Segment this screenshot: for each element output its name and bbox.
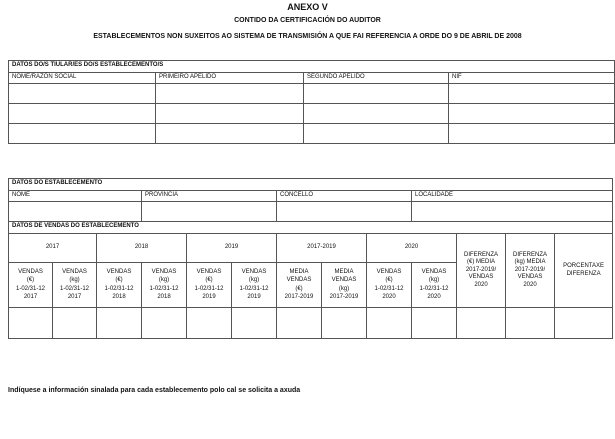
diff-eur-line: DIFERENZA xyxy=(463,251,498,258)
holder-name-cell[interactable] xyxy=(9,104,156,124)
sales-cell[interactable] xyxy=(142,308,187,339)
sub-line: 2020 xyxy=(382,294,396,300)
diff-kg-line: 2020 xyxy=(523,281,537,288)
sub-line: 2018 xyxy=(112,294,126,300)
holder-name-header: NOME/RAZÓN SOCIAL xyxy=(9,73,156,84)
holder-name-cell[interactable] xyxy=(9,84,156,104)
sub-line: (kg) xyxy=(248,277,260,283)
sales-kg-2017-header xyxy=(53,263,97,308)
sub-line: 2019 xyxy=(247,294,261,300)
diff-eur-line: VENDAS xyxy=(468,274,494,281)
sub-line: VENDAS xyxy=(18,268,43,275)
sub-line: (€) xyxy=(385,277,393,283)
pct-line: DIFERENZA xyxy=(566,270,601,277)
sales-section-title: DATOS DE VENDAS DO ESTABLECEMENTO xyxy=(9,222,613,234)
establishment-name-header: NOME xyxy=(9,191,142,202)
sub-line: (€) xyxy=(295,285,303,292)
sub-line: 2019 xyxy=(202,294,216,300)
holder-surname1-header: PRIMEIRO APELIDO xyxy=(156,73,304,84)
holder-surname2-header: SEGUNDO APELIDO xyxy=(304,73,449,84)
sub-line: VENDAS xyxy=(376,268,402,275)
sub-line: (€) xyxy=(26,277,35,283)
sub-line: VENDAS xyxy=(151,268,177,275)
sub-line: 1-02/31-12 xyxy=(149,285,179,292)
diff-kg-line: (kg) MEDIA xyxy=(514,259,546,266)
difference-kg-header xyxy=(506,234,555,308)
sales-cell[interactable] xyxy=(232,308,277,339)
sub-line: 1-02/31-12 xyxy=(239,285,269,292)
holder-surname2-cell[interactable] xyxy=(304,84,449,104)
year-2019-header: 2019 xyxy=(187,234,277,263)
sub-line: 2017-2019 xyxy=(329,294,359,300)
sub-line: VENDAS xyxy=(331,277,357,283)
sales-cell[interactable] xyxy=(367,308,412,339)
sales-cell[interactable] xyxy=(53,308,97,339)
diff-eur-line: 2017-2019/ xyxy=(465,266,497,273)
establishment-province-cell[interactable] xyxy=(142,202,277,222)
document-subtitle: CONTIDO DA CERTIFICACIÓN DO AUDITOR xyxy=(234,17,381,24)
sales-cell[interactable] xyxy=(457,308,506,339)
avg-sales-kg-header xyxy=(322,263,367,308)
sales-cell[interactable] xyxy=(322,308,367,339)
holder-surname2-cell[interactable] xyxy=(304,104,449,124)
holders-table xyxy=(8,60,615,144)
diff-eur-line: (€) MEDIA xyxy=(466,259,495,266)
footer-note: Indíquese a información sinalada para cada establecemento polo cal se solicita a axuda xyxy=(8,387,301,394)
sub-line: (kg) xyxy=(158,277,170,283)
sales-kg-2020-header xyxy=(412,263,457,308)
diff-kg-line: 2017-2019/ xyxy=(514,266,546,273)
holder-nif-cell[interactable] xyxy=(449,124,615,144)
establishment-province-header: PROVINCIA xyxy=(142,191,277,202)
sub-line: (€) xyxy=(115,277,123,283)
sub-line: MEDIA xyxy=(289,268,309,275)
diff-kg-line: DIFERENZA xyxy=(512,251,547,258)
holder-nif-cell[interactable] xyxy=(449,104,615,124)
establishment-sales-table xyxy=(8,178,613,339)
holders-section-title: DATOS DO/S TIULAR/ES DO/S ESTABLECEMENTO/S xyxy=(9,61,615,73)
sub-line: 1-02/31-12 xyxy=(59,285,90,292)
sub-line: 2018 xyxy=(157,294,171,300)
establishment-council-header: CONCELLO xyxy=(277,191,412,202)
sub-line: 2020 xyxy=(427,294,441,300)
sales-eur-2019-header xyxy=(187,263,232,308)
difference-eur-header xyxy=(457,234,506,308)
sales-eur-2020-header xyxy=(367,263,412,308)
sub-line: 1-02/31-12 xyxy=(419,285,449,292)
sub-line: 2017-2019 xyxy=(284,294,314,300)
holder-row xyxy=(9,104,615,124)
holder-nif-header: NIF xyxy=(449,73,615,84)
sales-cell[interactable] xyxy=(506,308,555,339)
holder-surname1-cell[interactable] xyxy=(156,84,304,104)
sub-line: 1-02/31-12 xyxy=(374,285,404,292)
sub-line: VENDAS xyxy=(62,268,87,275)
establishment-name-cell[interactable] xyxy=(9,202,142,222)
percentage-difference-header xyxy=(555,234,613,308)
holder-row xyxy=(9,84,615,104)
avg-sales-eur-header xyxy=(277,263,322,308)
sub-line: (€) xyxy=(205,277,213,283)
sub-line: (kg) xyxy=(428,277,440,283)
sales-cell[interactable] xyxy=(97,308,142,339)
sub-line: VENDAS xyxy=(106,268,132,275)
sub-line: VENDAS xyxy=(196,268,222,275)
sales-cell[interactable] xyxy=(187,308,232,339)
holder-nif-cell[interactable] xyxy=(449,84,615,104)
sub-line: MEDIA xyxy=(334,268,354,275)
diff-eur-line: 2020 xyxy=(474,281,488,288)
year-2020-header: 2020 xyxy=(367,234,457,263)
holder-name-cell[interactable] xyxy=(9,124,156,144)
sub-line: 1-02/31-12 xyxy=(194,285,224,292)
sub-line: 2017 xyxy=(67,294,82,300)
sub-line: VENDAS xyxy=(421,268,447,275)
sales-cell[interactable] xyxy=(277,308,322,339)
sales-eur-2018-header xyxy=(97,263,142,308)
establishment-council-cell[interactable] xyxy=(277,202,412,222)
holder-surname1-cell[interactable] xyxy=(156,104,304,124)
sales-data-row xyxy=(9,308,613,339)
sub-line: (kg) xyxy=(69,277,80,283)
sales-cell[interactable] xyxy=(9,308,53,339)
sub-line: VENDAS xyxy=(286,277,312,283)
diff-kg-line: VENDAS xyxy=(517,274,543,281)
sales-cell[interactable] xyxy=(412,308,457,339)
holder-surname2-cell[interactable] xyxy=(304,124,449,144)
sub-line: (kg) xyxy=(338,285,350,292)
establishment-locality-header: LOCALIDADE xyxy=(412,191,613,202)
sub-line: 2017 xyxy=(23,294,38,300)
sub-line: 1-02/31-12 xyxy=(15,285,46,292)
year-2017-2019-header: 2017-2019 xyxy=(277,234,367,263)
holder-row xyxy=(9,124,615,144)
establishment-section-title: DATOS DO ESTABLECEMENTO xyxy=(9,179,613,191)
establishment-row xyxy=(9,202,613,222)
annex-title: ANEXO V xyxy=(287,2,328,12)
sub-line: VENDAS xyxy=(241,268,267,275)
establishment-locality-cell[interactable] xyxy=(412,202,613,222)
sales-kg-2019-header xyxy=(232,263,277,308)
pct-line: PORCENTAXE xyxy=(563,263,605,269)
sales-eur-2017-header xyxy=(9,263,53,308)
sales-cell[interactable] xyxy=(555,308,613,339)
holder-surname1-cell[interactable] xyxy=(156,124,304,144)
document-title: ESTABLECEMENTOS NON SUXEITOS AO SISTEMA DE TRANSMISIÓN A QUE FAI REFERENCIA A ORDE DO 9 DE ABRIL DE 2008 xyxy=(93,33,522,40)
year-2017-header: 2017 xyxy=(9,234,97,263)
sub-line: 1-02/31-12 xyxy=(104,285,134,292)
sales-kg-2018-header xyxy=(142,263,187,308)
year-2018-header: 2018 xyxy=(97,234,187,263)
